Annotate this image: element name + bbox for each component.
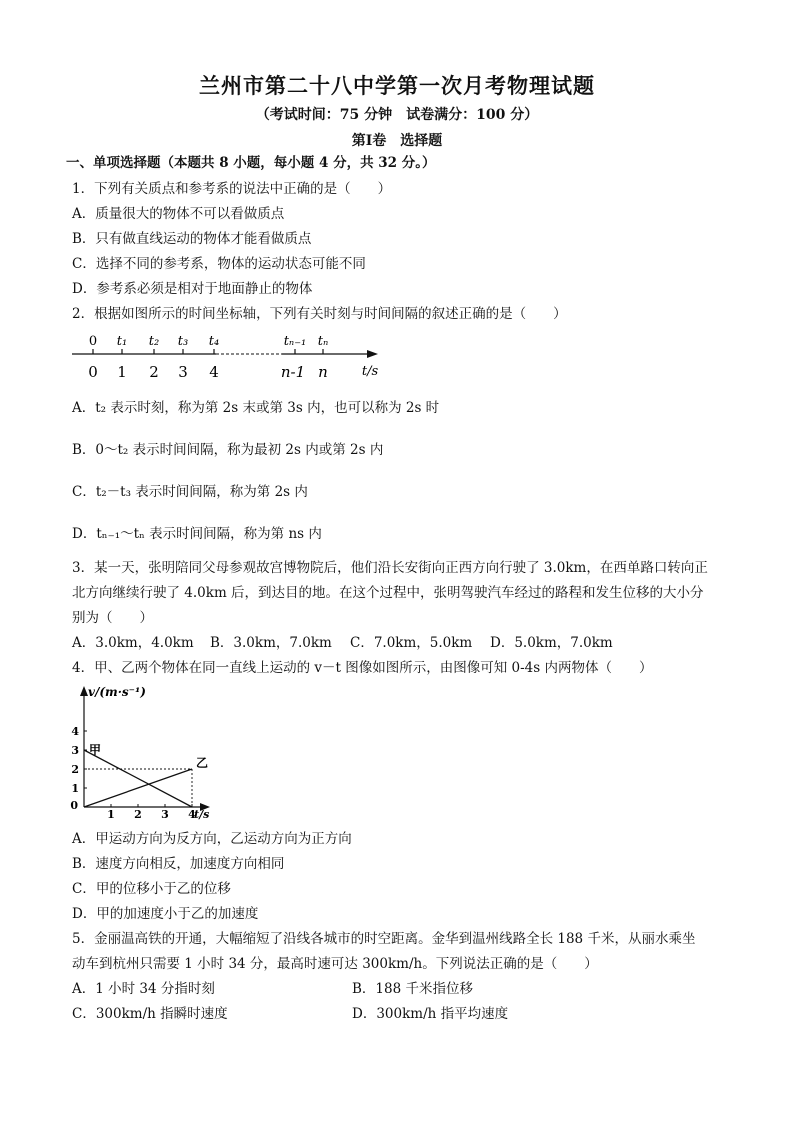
- q5-option-c: C．300km/h 指瞬时速度: [72, 1006, 228, 1022]
- q2-option-d: D．tₙ₋₁～tₙ 表示时间间隔，称为第 ns 内: [72, 526, 322, 542]
- q4-option-d: D．甲的加速度小于乙的加速度: [72, 906, 259, 922]
- series-label-jia: 甲: [89, 743, 102, 757]
- tick-marks: [93, 349, 323, 354]
- exam-info: （考试时间：75 分钟 试卷满分：100 分）: [255, 107, 539, 123]
- q3-option-d: D．5.0km，7.0km: [490, 635, 613, 651]
- axis-top-label-tn: tₙ: [317, 334, 329, 349]
- q5-stem-line2: 动车到杭州只需要 1 小时 34 分，最高时速可达 300km/h。下列说法正确的是（ ）: [72, 956, 598, 972]
- q5-option-d: D．300km/h 指平均速度: [352, 1006, 509, 1022]
- time-axis-arrow: [367, 350, 378, 358]
- q1-option-a: A．质量很大的物体不可以看做质点: [72, 206, 285, 222]
- q4-option-b: B．速度方向相反，加速度方向相同: [72, 856, 285, 872]
- y-axis-label: v/(m·s⁻¹): [88, 685, 146, 699]
- q1-option-d: D．参考系必须是相对于地面静止的物体: [72, 281, 313, 297]
- q4-option-a: A．甲运动方向为反方向，乙运动方向为正方向: [72, 831, 352, 847]
- x-tick-label-4: 4: [188, 808, 196, 821]
- axis-bottom-label-n-1: n-1: [280, 363, 306, 381]
- x-tick-label-3: 3: [161, 808, 169, 821]
- axis-top-label-tn-1: tₙ₋₁: [283, 334, 307, 349]
- q5-option-b: B．188 千米指位移: [352, 981, 473, 997]
- q1-option-c: C．选择不同的参考系，物体的运动状态可能不同: [72, 256, 366, 272]
- x-axis-label: t/s: [194, 808, 210, 821]
- y-tick-label-3: 3: [71, 744, 79, 757]
- q2-stem: 2．根据如图所示的时间坐标轴，下列有关时刻与时间间隔的叙述正确的是（ ）: [72, 306, 567, 322]
- axis-bottom-label-0: 0: [88, 363, 98, 381]
- q2-option-c: C．t₂－t₃ 表示时间间隔，称为第 2s 内: [72, 484, 308, 500]
- origin-label: 0: [70, 799, 78, 812]
- q4-stem: 4．甲、乙两个物体在同一直线上运动的 v－t 图像如图所示，由图像可知 0-4s 内两物体（ ）: [72, 660, 653, 676]
- series-label-yi: 乙: [196, 756, 209, 770]
- q3-option-b: B．3.0km，7.0km: [210, 635, 332, 651]
- y-axis-arrow: [80, 686, 88, 696]
- axis-bottom-label-n: n: [318, 363, 328, 381]
- part-heading: 第Ⅰ卷 选择题: [351, 133, 443, 149]
- q1-option-b: B．只有做直线运动的物体才能看做质点: [72, 231, 312, 247]
- series-line-1: [84, 769, 192, 807]
- time-axis-figure: [64, 328, 394, 384]
- exam-title: 兰州市第二十八中学第一次月考物理试题: [199, 73, 595, 98]
- x-tick-label-2: 2: [134, 808, 142, 821]
- axis-bottom-label-2: 2: [149, 363, 159, 381]
- q4-option-c: C．甲的位移小于乙的位移: [72, 881, 231, 897]
- axis-bottom-label-1: 1: [117, 363, 127, 381]
- series-line-0: [84, 750, 192, 807]
- q2-option-a: A．t₂ 表示时刻，称为第 2s 末或第 3s 内，也可以称为 2s 时: [72, 400, 440, 416]
- q5-option-a: A．1 小时 34 分指时刻: [72, 981, 215, 997]
- vt-chart: [66, 682, 216, 822]
- axis-top-label-t2: t₂: [148, 334, 160, 349]
- axis-top-label-t3: t₃: [177, 334, 189, 349]
- axis-top-label-t1: t₁: [116, 334, 128, 349]
- section-heading: 一、单项选择题（本题共 8 小题，每小题 4 分，共 32 分。）: [66, 155, 436, 171]
- q3-option-a: A．3.0km，4.0km: [72, 635, 194, 651]
- q3-stem-line1: 3．某一天，张明陪同父母参观故宫博物院后，他们沿长安街向正西方向行驶了 3.0km，在西单路口转向正: [72, 560, 708, 576]
- y-tick-label-4: 4: [71, 725, 79, 738]
- q3-option-c: C．7.0km，5.0km: [350, 635, 473, 651]
- x-tick-label-1: 1: [107, 808, 115, 821]
- q2-option-b: B．0～t₂ 表示时间间隔，称为最初 2s 内或第 2s 内: [72, 442, 384, 458]
- q1-stem: 1．下列有关质点和参考系的说法中正确的是（ ）: [72, 181, 392, 197]
- y-tick-label-1: 1: [71, 782, 79, 795]
- q3-stem-line2: 北方向继续行驶了 4.0km 后，到达目的地。在这个过程中，张明驾驶汽车经过的路程和发生位移的大小分: [72, 585, 704, 601]
- axis-top-label-t4: t₄: [208, 334, 220, 349]
- axis-bottom-label-3: 3: [178, 363, 188, 381]
- q5-stem-line1: 5．金丽温高铁的开通，大幅缩短了沿线各城市的时空距离。金华到温州线路全长 188 千米，从丽水乘坐: [72, 931, 696, 947]
- q3-stem-line3: 别为（ ）: [72, 610, 153, 626]
- axis-unit-label: t/s: [361, 364, 379, 379]
- axis-top-label-0: 0: [88, 334, 98, 349]
- y-tick-label-2: 2: [71, 763, 79, 776]
- axis-bottom-label-4: 4: [209, 363, 219, 381]
